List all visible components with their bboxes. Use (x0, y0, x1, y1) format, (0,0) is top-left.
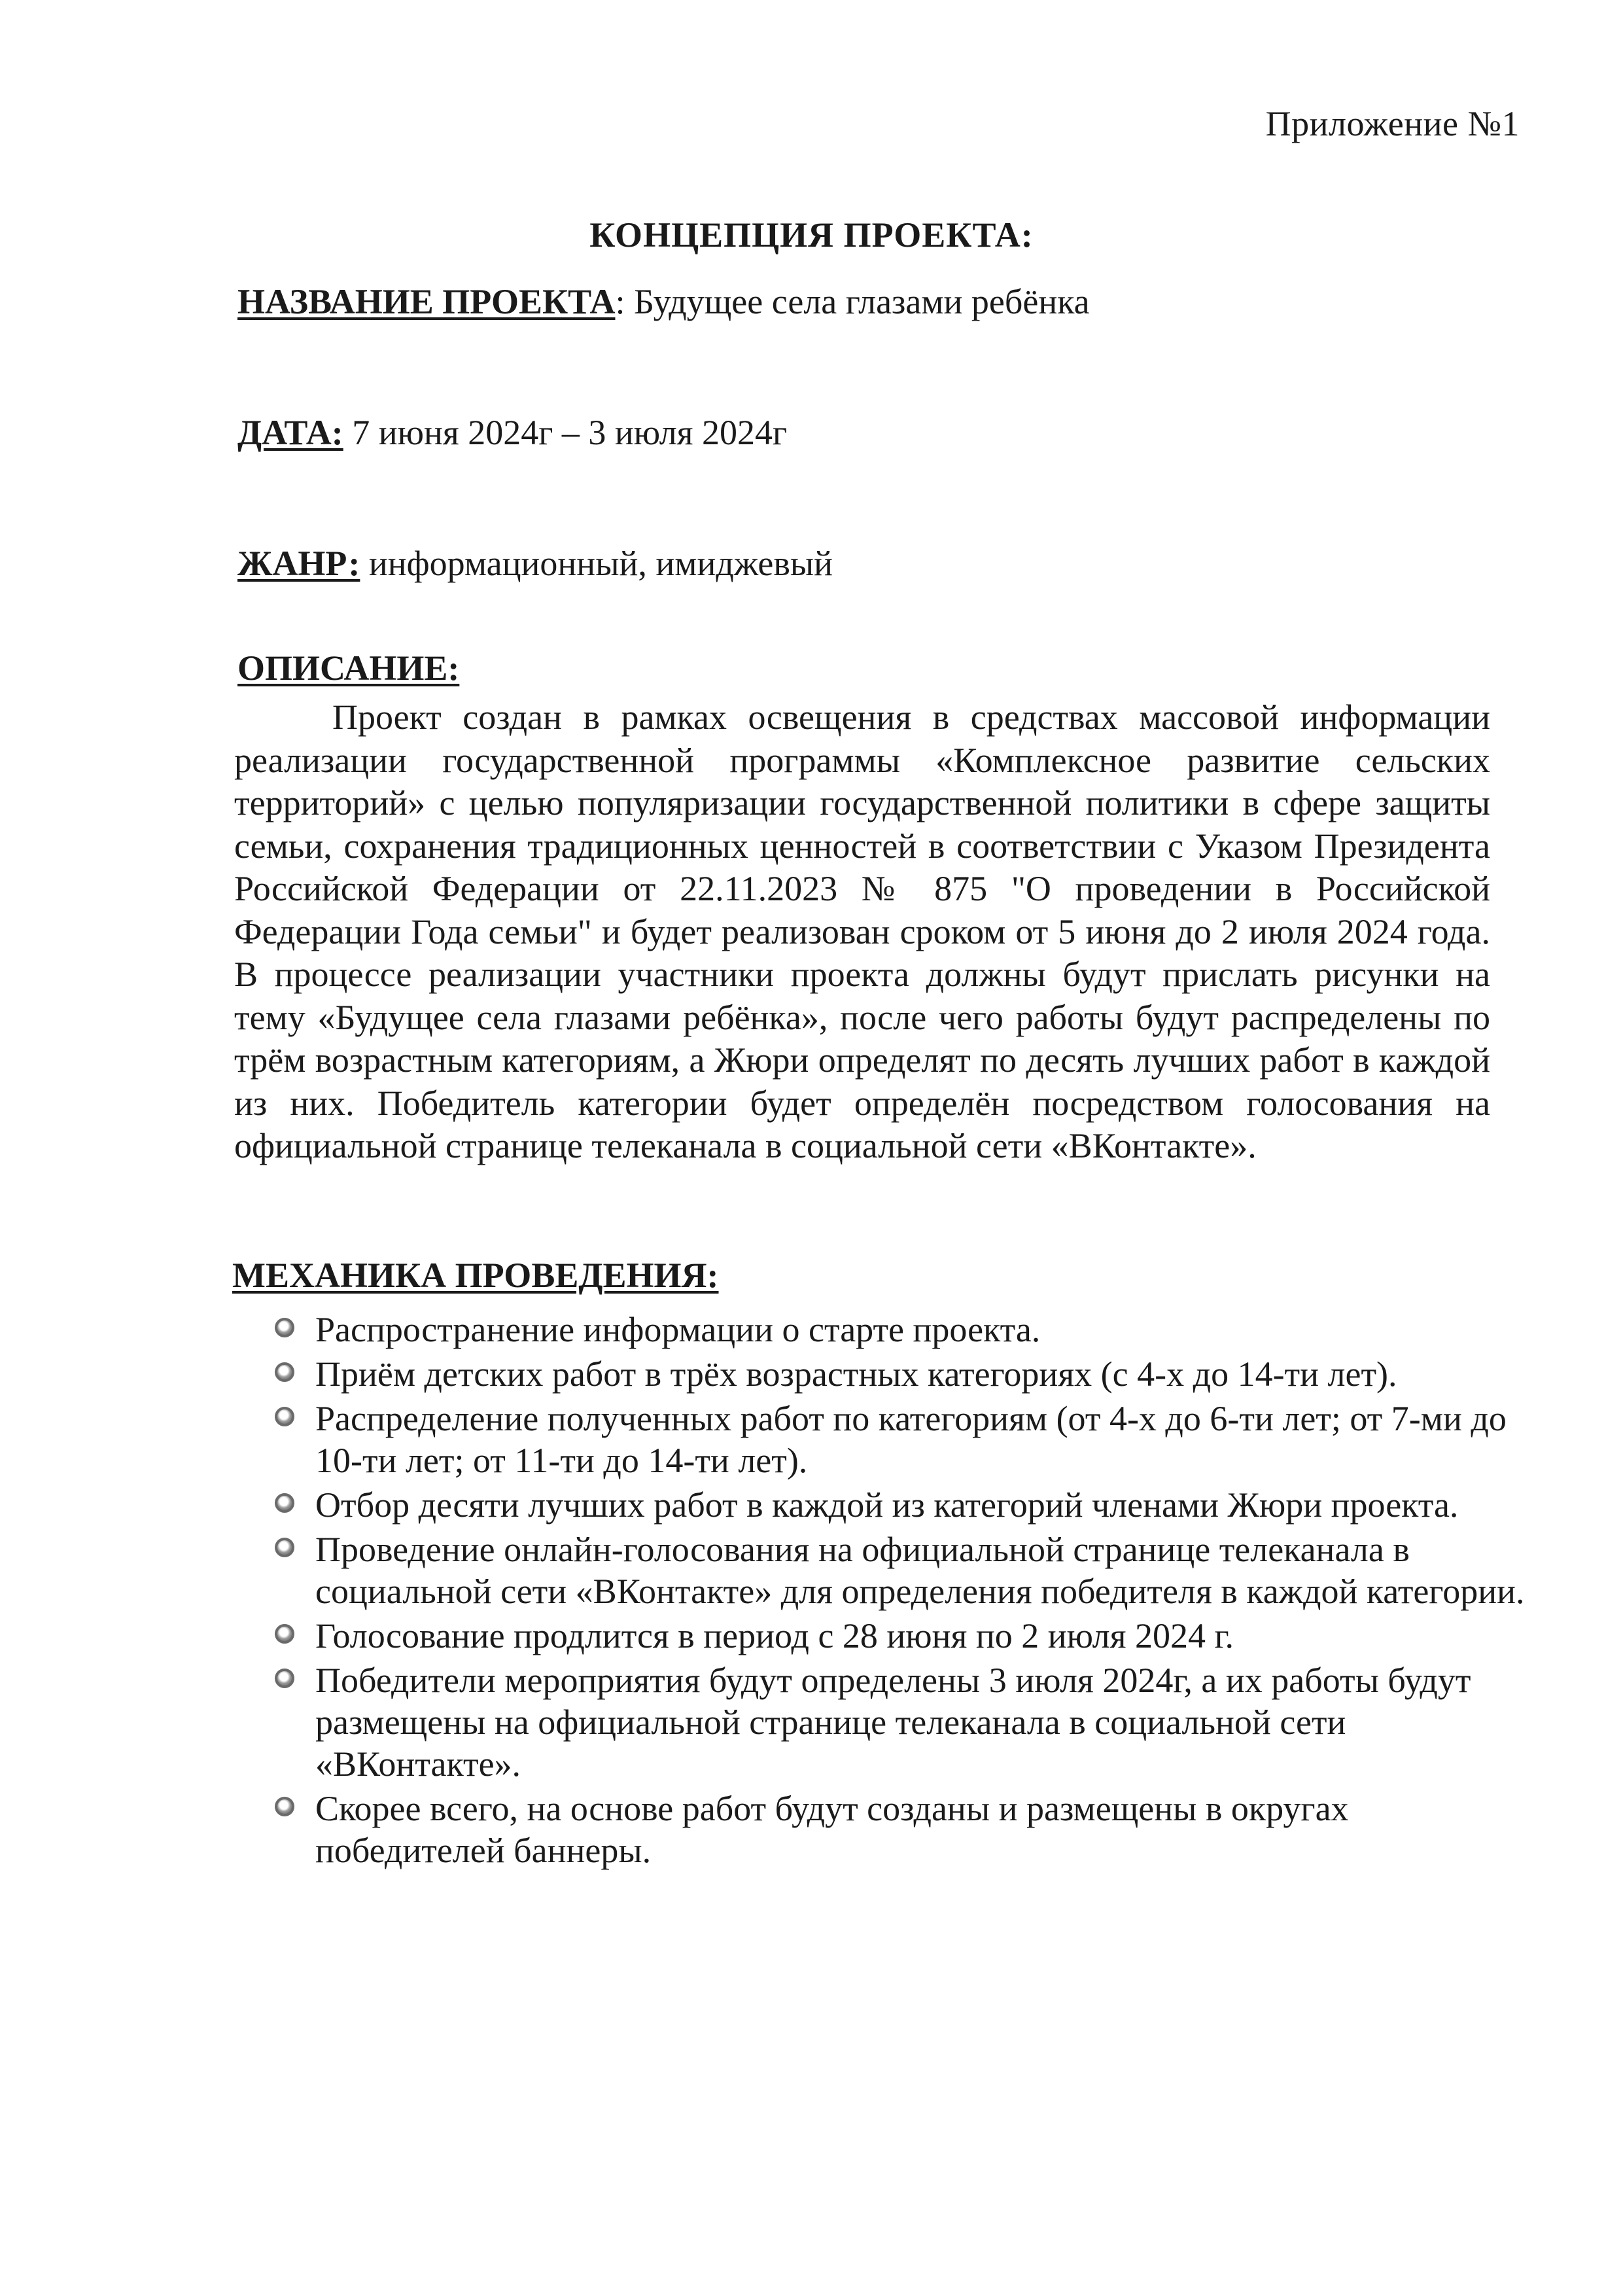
mechanics-item-text: Отбор десяти лучших работ в каждой из категорий членами Жюри проекта. (315, 1485, 1459, 1525)
bullet-icon (275, 1669, 294, 1688)
bullet-icon (275, 1493, 294, 1513)
project-name-field (237, 281, 1090, 322)
mechanics-item-text: Голосование продлится в период с 28 июня по 2 июля 2024 г. (315, 1616, 1234, 1655)
project-name-value: : Будущее села глазами ребёнка (615, 282, 1090, 321)
mechanics-item (275, 1398, 1544, 1481)
project-date-field (237, 412, 787, 453)
project-date-value: 7 июня 2024г – 3 июля 2024г (343, 413, 788, 452)
appendix-label: Приложение №1 (1265, 104, 1520, 143)
mechanics-item (275, 1484, 1544, 1526)
mechanics-item (275, 1615, 1544, 1657)
project-genre-label: ЖАНР: (237, 544, 360, 583)
mechanics-item-text: Скорее всего, на основе работ будут созданы и размещены в округах победителей баннеры. (315, 1789, 1349, 1870)
mechanics-item (275, 1659, 1544, 1785)
bullet-icon (275, 1362, 294, 1382)
project-genre-field (237, 543, 833, 584)
bullet-icon (275, 1407, 294, 1426)
bullet-icon (275, 1538, 294, 1557)
bullet-icon (275, 1624, 294, 1644)
project-genre-value: информационный, имиджевый (360, 544, 833, 583)
description-text: Проект создан в рамках освещения в средствах массовой информации реализации государственной программы «Комплексное развитие сельских территорий» с целью популяризации государственной политики в сфере защиты семьи, сохранения традиционных ценностей в соответствии с Указом Президента Российской Федерации от 22.11.2023 № 875 "О проведении в Российской Федерации Года семьи" и будет реализован сроком от 5 июня до 2 июля 2024 года. В процессе реализации участники проекта должны будут прислать рисунки на тему «Будущее села глазами ребёнка», после чего работы будут распределены по трём возрастным категориям, а Жюри определят по десять лучших работ в каждой из них. Победитель категории будет определён посредством голосования на официальной странице телеканала в социальной сети «ВКонтакте». (234, 698, 1490, 1165)
mechanics-item (275, 1528, 1544, 1612)
project-date-label: ДАТА: (237, 413, 343, 452)
mechanics-item-text: Проведение онлайн-голосования на официальной странице телеканала в социальной сети «ВКонтакте» для определения победителя в каждой категории. (315, 1530, 1525, 1611)
mechanics-item-text: Распределение полученных работ по категориям (от 4-х до 6-ти лет; от 7-ми до 10-ти лет; от 11-ти до 14-ти лет). (315, 1399, 1507, 1480)
description-heading: ОПИСАНИЕ: (237, 648, 460, 688)
mechanics-heading: МЕХАНИКА ПРОВЕДЕНИЯ: (232, 1256, 719, 1295)
mechanics-item (275, 1353, 1544, 1395)
mechanics-item-text: Приём детских работ в трёх возрастных категориях (с 4-х до 14-ти лет). (315, 1354, 1397, 1394)
bullet-icon (275, 1797, 294, 1816)
mechanics-item (275, 1788, 1544, 1871)
page-title: КОНЦЕПЦИЯ ПРОЕКТА: (589, 215, 1034, 255)
mechanics-item-text: Победители мероприятия будут определены 3 июля 2024г, а их работы будут размещены на официальной странице телеканала в социальной сети «ВКонтакте». (315, 1661, 1471, 1784)
project-name-label: НАЗВАНИЕ ПРОЕКТА (237, 282, 616, 321)
mechanics-item (275, 1309, 1544, 1351)
mechanics-list (275, 1309, 1544, 1874)
bullet-icon (275, 1318, 294, 1337)
mechanics-item-text: Распространение информации о старте проекта. (315, 1310, 1041, 1349)
